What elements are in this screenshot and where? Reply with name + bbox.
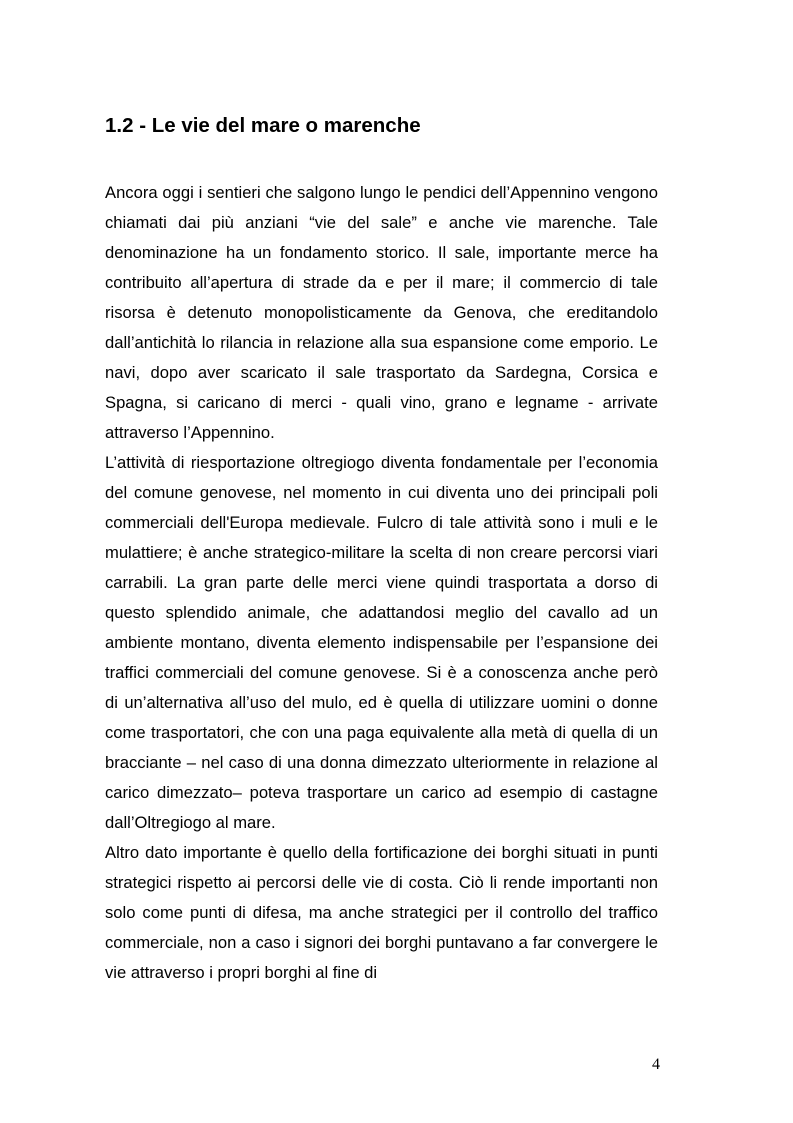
- section-heading: 1.2 - Le vie del mare o marenche: [105, 114, 421, 137]
- paragraph-riesportazione: L’attività di riesportazione oltregiogo diventa fondamentale per l’economia del comune genovese, nel momento in cui diventa uno dei principali poli commerciali dell'Europa medievale. Fulcro di tale attività sono i muli e le mulattiere; è anche strategico-militare la scelta di non creare percorsi viari carrabili. La gran parte delle merci viene quindi trasportata a dorso di questo splendido animale, che adattandosi meglio del cavallo ad un ambiente montano, diventa elemento indispensabile per l’espansione dei traffici commerciali del comune genovese. Si è a conoscenza anche però di un’alternativa all’uso del mulo, ed è quella di utilizzare uomini o donne come trasportatori, che con una paga equivalente alla metà di quella di un bracciante – nel caso di una donna dimezzato ulteriormente in relazione al carico dimezzato– poteva trasportare un carico ad esempio di castagne dall’Oltregiogo al mare.: [105, 453, 658, 832]
- paragraph-vie-del-sale: Ancora oggi i sentieri che salgono lungo le pendici dell’Appennino vengono chiamati dai più anziani “vie del sale” e anche vie marenche. Tale denominazione ha un fondamento storico. Il sale, importante merce ha contribuito all’apertura di strade da e per il mare; il commercio di tale risorsa è detenuto monopolisticamente da Genova, che ereditandolo dall’antichità lo rilancia in relazione alla sua espansione come emporio. Le navi, dopo aver scaricato il sale trasportato da Sardegna, Corsica e Spagna, si caricano di merci - quali vino, grano e legname - arrivate attraverso l’Appennino.: [105, 183, 658, 442]
- page-number: 4: [652, 1056, 660, 1073]
- body-text: [105, 178, 658, 988]
- paragraph-fortificazione: Altro dato importante è quello della fortificazione dei borghi situati in punti strategici rispetto ai percorsi delle vie di costa. Ciò li rende importanti non solo come punti di difesa, ma anche strategici per il controllo del traffico commerciale, non a caso i signori dei borghi puntavano a far convergere le vie attraverso i propri borghi al fine di: [105, 843, 658, 982]
